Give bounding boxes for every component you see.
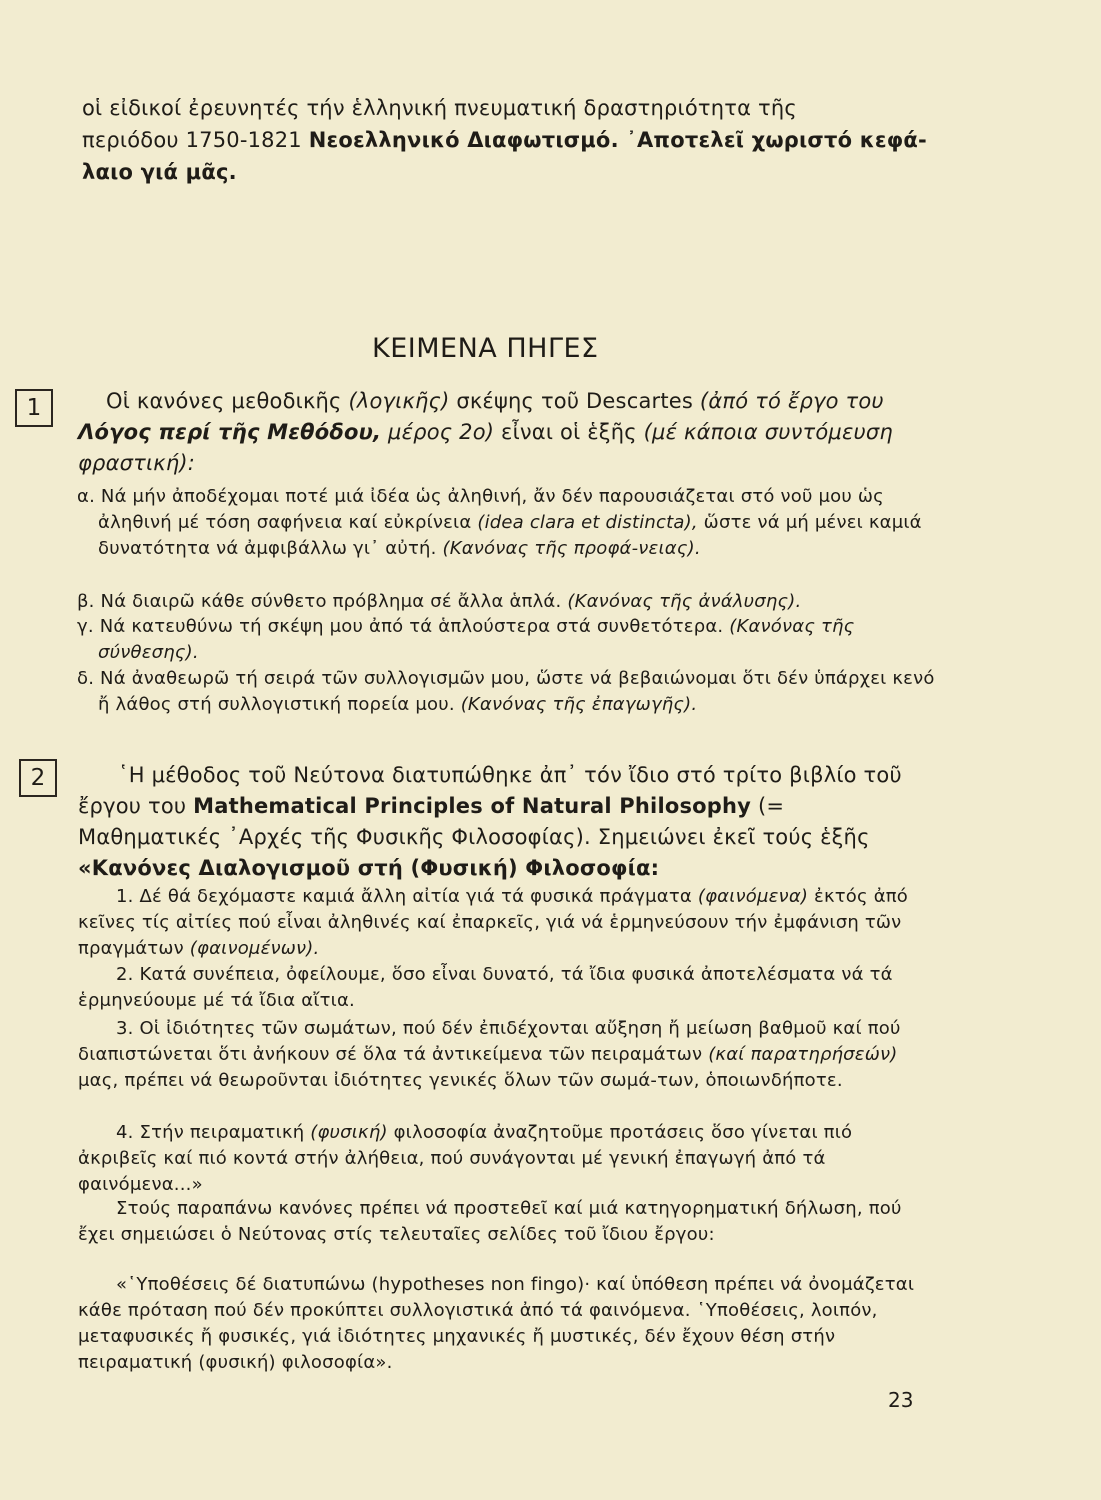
rule-gamma [77,614,943,666]
rule-delta-label: (Κανόνας τῆς ἐπαγωγῆς). [460,694,698,715]
intro-line-2-bold: Νεοελληνικό Διαφωτισμό. ᾽Αποτελεῖ χωριστό κεφά- [308,128,927,152]
newton-rule-4 [78,1120,923,1198]
s2-lead-rules-title: «Κανόνες Διαλογισμοῦ στή (Φυσική) Φιλοσοφία: [78,856,660,880]
section-2-lead [78,760,923,884]
newton-rule-3-text: 3. Οἱ ἰδιότητες τῶν σωμάτων, πού δέν ἐπιδέχονται αὔξηση ἤ μείωση βαθμοῦ καί πού διαπιστώνεται ὅτι ἀνήκουν σέ ὅλα τά ἀντικείμενα τῶν πειραμάτων [78,1018,901,1065]
newton-rule-4-it: (φυσική) [310,1122,388,1143]
newton-rule-4-text: 4. Στήν πειραματική [116,1122,311,1143]
s1-lead-g: εἶναι οἱ ἑξῆς [494,420,644,444]
section-1-lead [78,386,923,479]
s1-lead-c: σκέψης τοῦ Descartes [449,389,700,413]
s1-lead-a: Οἱ κανόνες μεθοδικῆς [106,389,349,413]
s2-lead-c: (= Μαθηματικές ᾽Αρχές τῆς Φυσικῆς Φιλοσοφίας). Σημειώνει ἐκεῖ τούς ἑξῆς [78,794,870,849]
newton-rule-2-text: 2. Κατά συνέπεια, ὀφείλουμε, ὅσο εἶναι δυνατό, τά ἴδια φυσικά ἀποτελέσματα νά τά ἑρμηνεύουμε μέ τά ἴδια αἴτια. [78,964,893,1011]
rule-alpha [77,484,943,562]
s1-lead-b: (λογικῆς) [348,389,450,413]
rule-alpha-label: (Κανόνας τῆς προφά-νειας). [442,538,701,559]
rule-beta-text: β. Νά διαιρῶ κάθε σύνθετο πρόβλημα σέ ἄλλα ἁπλά. [77,591,568,612]
intro-paragraph [82,92,932,188]
s1-lead-f: μέρος 2ο) [381,420,495,444]
newton-rule-2 [78,962,923,1014]
rule-alpha-text-2: ὥστε νά μή μένει καμιά δυνατότητα νά ἀμφιβάλλω γι᾽ αὐτή. [98,512,922,559]
newton-rule-1-it-2: (φαινομένων). [189,938,320,959]
rule-alpha-text: α. Νά μήν ἀποδέχομαι ποτέ μιά ἰδέα ὡς ἀληθινή, ἄν δέν παρουσιάζεται στό νοῦ μου ὡς ἀληθινή μέ τόση σαφήνεια καί εὐκρίνεια [77,486,884,533]
rule-gamma-text: γ. Νά κατευθύνω τή σκέψη μου ἀπό τά ἁπλούστερα στά συνθετότερα. [77,616,730,637]
intro-line-3: λαιο γιά μᾶς. [82,160,237,184]
s1-lead-h: (μέ κάποια συντόμευση φραστική): [78,420,893,475]
page-number: 23 [888,1388,914,1412]
s1-lead-e: Λόγος περί τῆς Μεθόδου, [78,420,382,444]
rule-beta-label: (Κανόνας τῆς ἀνάλυσης). [567,591,802,612]
intro-line-2-plain: περιόδου 1750-1821 [82,128,309,152]
s2-lead-a: ῾Η μέθοδος τοῦ Νεύτονα διατυπώθηκε ἀπ᾽ τόν ἴδιο στό τρίτο βιβλίο τοῦ ἔργου του [78,763,902,818]
s2-lead-title: Mathematical Principles of Natural Philosophy [193,794,752,818]
s1-lead-d: (ἀπό τό ἔργο του [699,389,884,413]
newton-rule-1-text-2: ἐκτός ἀπό κεῖνες τίς αἰτίες πού εἶναι ἀληθινές καί ἐπαρκεῖς, γιά νά ἑρμηνεύσουν τήν ἐμφάνιση τῶν πραγμάτων [78,886,909,959]
rule-alpha-latin: (idea clara et distincta), [477,512,698,533]
intro-line-1: οἱ εἰδικοί ἐρευνητές τήν ἑλληνική πνευματική δραστηριότητα τῆς [82,96,797,120]
rule-delta [77,666,943,718]
newton-rule-1-text: 1. Δέ θά δεχόμαστε καμιά ἄλλη αἰτία γιά τά φυσικά πράγματα [116,886,698,907]
rule-delta-text: δ. Νά ἀναθεωρῶ τή σειρά τῶν συλλογισμῶν μου, ὥστε νά βεβαιώνομαι ὅτι δέν ὑπάρχει κενό ἤ λάθος στή συλλογιστική πορεία μου. [77,668,935,715]
newton-rule-4-text-2: φιλοσοφία ἀναζητοῦμε προτάσεις ὅσο γίνεται πιό ἀκριβεῖς καί πιό κοντά στήν ἀλήθεια, πού συνάγονται μέ γενική ἐπαγωγή ἀπό τά φαινόμενα...» [78,1122,853,1195]
newton-rule-3-text-2: μας, πρέπει νά θεωροῦνται ἰδιότητες γενικές ὅλων τῶν σωμά-των, ὁποιωνδήποτε. [78,1070,843,1091]
section-number-box-1: 1 [15,389,53,427]
newton-quote: «῾Υποθέσεις δέ διατυπώνω (hypotheses non fingo)· καί ὑπόθεση πρέπει νά ὀνομάζεται κάθε πρόταση πού δέν προκύπτει συλλογιστικά ἀπό τά φαινόμενα. ῾Υποθέσεις, λοιπόν, μεταφυσικές ἤ φυσικές, γιά ἰδιότητες μηχανικές ἤ μυστικές, δέν ἔχουν θέση στήν πειραματική (φυσική) φιλοσοφία». [78,1274,915,1373]
newton-rule-3-it: (καί παρατηρήσεών) [708,1044,898,1065]
rule-gamma-label: (Κανόνας τῆς σύνθεσης). [98,616,855,663]
intro-line-2 [82,124,932,156]
newton-rule-1 [78,884,923,962]
section-number-box-2: 2 [19,759,57,797]
newton-rule-3 [78,1016,923,1094]
rule-beta [77,589,943,615]
section-heading: ΚΕΙΜΕΝΑ ΠΗΓΕΣ [372,333,599,364]
closing-paragraph: Στούς παραπάνω κανόνες πρέπει νά προστεθεῖ καί μιά κατηγορηματική δήλωση, πού ἔχει σημειώσει ὁ Νεύτονας στίς τελευταῖες σελίδες τοῦ ἴδιου ἔργου: [78,1198,902,1245]
newton-rule-1-it: (φαινόμενα) [697,886,809,907]
